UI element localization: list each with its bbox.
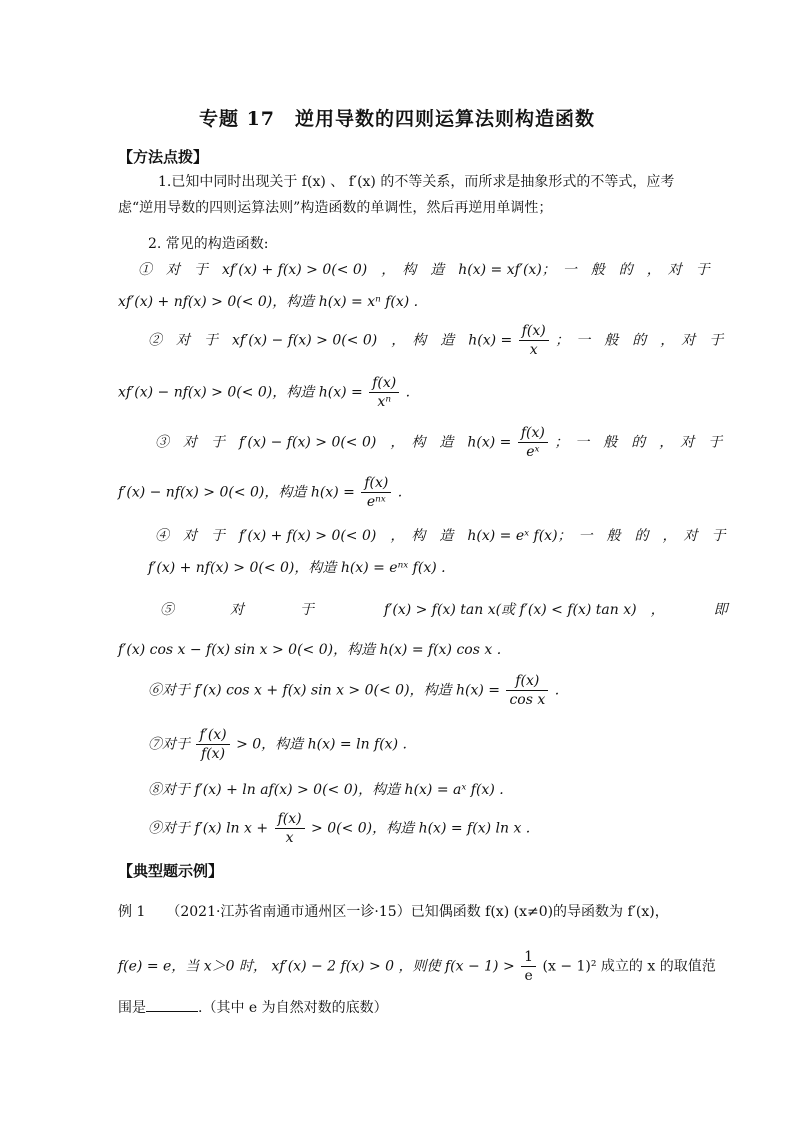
fraction-numerator: f(x) bbox=[275, 810, 305, 829]
answer-blank[interactable] bbox=[146, 1011, 198, 1012]
item-2-line-2 bbox=[118, 374, 410, 411]
item-3-text-post: ； 一 般 的 ， 对 于 bbox=[554, 434, 723, 451]
fraction-denominator: xⁿ bbox=[377, 394, 391, 410]
item-4-line-1: ④ 对 于 f′(x) + f(x) > 0(< 0) ， 构 造 h(x) = eˣ f(x)； 一 般 的 ， 对 于 bbox=[155, 528, 726, 544]
paragraph-1-line-2: 虑“逆用导数的四则运算法则”构造函数的单调性，然后再逆用单调性； bbox=[118, 200, 553, 216]
item-6-text-post: . bbox=[554, 682, 560, 699]
item-7-text-post: > 0，构造 h(x) = ln f(x) . bbox=[236, 736, 407, 753]
item-4-line-2: f′(x) + nf(x) > 0(< 0)，构造 h(x) = eⁿˣ f(x) . bbox=[148, 560, 446, 576]
fraction-numerator: f′(x) bbox=[196, 726, 229, 745]
paragraph-2: 2. 常见的构造函数: bbox=[148, 236, 269, 252]
example-line-3 bbox=[118, 998, 388, 1018]
fraction-denominator: x bbox=[529, 342, 538, 358]
fraction-numerator: 1 bbox=[521, 948, 536, 967]
example-line-3-post: .（其中 e 为自然对数的底数） bbox=[198, 1000, 388, 1016]
item-1-line-2: xf′(x) + nf(x) > 0(< 0)，构造 h(x) = xⁿ f(x) . bbox=[118, 294, 419, 310]
page-title: 专题 17 逆用导数的四则运算法则构造函数 bbox=[198, 108, 596, 130]
item-2-line-1 bbox=[148, 322, 723, 359]
fraction-numerator: f(x) bbox=[518, 424, 548, 443]
item-9-fraction bbox=[275, 810, 305, 847]
item-3-line-2 bbox=[118, 474, 402, 511]
section-heading-examples: 【典型题示例】 bbox=[118, 862, 224, 880]
item-8: ⑧对于 f′(x) + ln af(x) > 0(< 0)，构造 h(x) = aˣ f(x) . bbox=[148, 782, 504, 798]
example-fraction bbox=[521, 948, 536, 985]
item-9-text-post: > 0(< 0)，构造 h(x) = f(x) ln x . bbox=[311, 820, 531, 837]
fraction-denominator: eˣ bbox=[526, 444, 540, 460]
example-line-2-pre: f(e) = e，当 x＞0 时， xf′(x) − 2 f(x) > 0 ，则使 f(x − 1) > bbox=[118, 958, 515, 975]
item-2b-fraction bbox=[369, 374, 399, 411]
fraction-numerator: f(x) bbox=[361, 474, 391, 493]
item-3-fraction bbox=[518, 424, 548, 461]
item-6-fraction bbox=[506, 672, 548, 709]
example-line-3-pre: 围是 bbox=[118, 1000, 146, 1016]
fraction-numerator: f(x) bbox=[369, 374, 399, 393]
item-3b-text-pre: f′(x) − nf(x) > 0(< 0)，构造 h(x) = bbox=[118, 484, 355, 501]
item-2-fraction bbox=[519, 322, 549, 359]
section-heading-method: 【方法点拨】 bbox=[118, 148, 209, 166]
example-line-1: 例 1 （2021·江苏省南通市通州区一诊·15）已知偶函数 f(x) (x≠0)的导函数为 f′(x)， bbox=[118, 904, 669, 920]
item-3-line-1 bbox=[155, 424, 722, 461]
item-6 bbox=[148, 672, 559, 709]
item-5-line-2: f′(x) cos x − f(x) sin x > 0(< 0)，构造 h(x) = f(x) cos x . bbox=[118, 642, 502, 658]
item-3-text-pre: ③ 对 于 f′(x) − f(x) > 0(< 0) ， 构 造 h(x) = bbox=[155, 434, 512, 451]
fraction-denominator: e bbox=[524, 968, 533, 984]
example-line-2-post: (x − 1)² 成立的 x 的取值范 bbox=[542, 958, 716, 975]
paragraph-1-line-1: 1.已知中同时出现关于 f(x) 、 f′(x) 的不等关系，而所求是抽象形式的不等式，应考 bbox=[158, 174, 675, 190]
example-line-2 bbox=[118, 948, 716, 985]
item-7-fraction bbox=[196, 726, 229, 763]
item-2b-text-post: . bbox=[405, 384, 411, 401]
item-2-text-pre: ② 对 于 xf′(x) − f(x) > 0(< 0) ， 构 造 h(x) = bbox=[148, 332, 513, 349]
item-1-line-1: ① 对 于 xf′(x) + f(x) > 0(< 0) ， 构 造 h(x) = xf′(x)； 一 般 的 ， 对 于 bbox=[138, 262, 710, 278]
item-2-text-post: ； 一 般 的 ， 对 于 bbox=[555, 332, 724, 349]
fraction-denominator: cos x bbox=[509, 692, 546, 708]
item-9-text-pre: ⑨对于 f′(x) ln x + bbox=[148, 820, 269, 837]
fraction-denominator: eⁿˣ bbox=[366, 494, 386, 510]
item-3b-fraction bbox=[361, 474, 391, 511]
fraction-numerator: f(x) bbox=[506, 672, 548, 691]
item-7-text-pre: ⑦对于 bbox=[148, 736, 190, 753]
item-9 bbox=[148, 810, 530, 847]
fraction-denominator: f(x) bbox=[201, 746, 226, 762]
item-6-text-pre: ⑥对于 f′(x) cos x + f(x) sin x > 0(< 0)，构造 h(x) = bbox=[148, 682, 501, 699]
item-7 bbox=[148, 726, 407, 763]
item-5-line-1: ⑤ 对 于 f′(x) > f(x) tan x(或 f′(x) < f(x) tan x) ， 即 bbox=[160, 602, 728, 618]
item-3b-text-post: . bbox=[397, 484, 403, 501]
fraction-numerator: f(x) bbox=[519, 322, 549, 341]
item-2b-text-pre: xf′(x) − nf(x) > 0(< 0)，构造 h(x) = bbox=[118, 384, 363, 401]
fraction-denominator: x bbox=[285, 830, 294, 846]
